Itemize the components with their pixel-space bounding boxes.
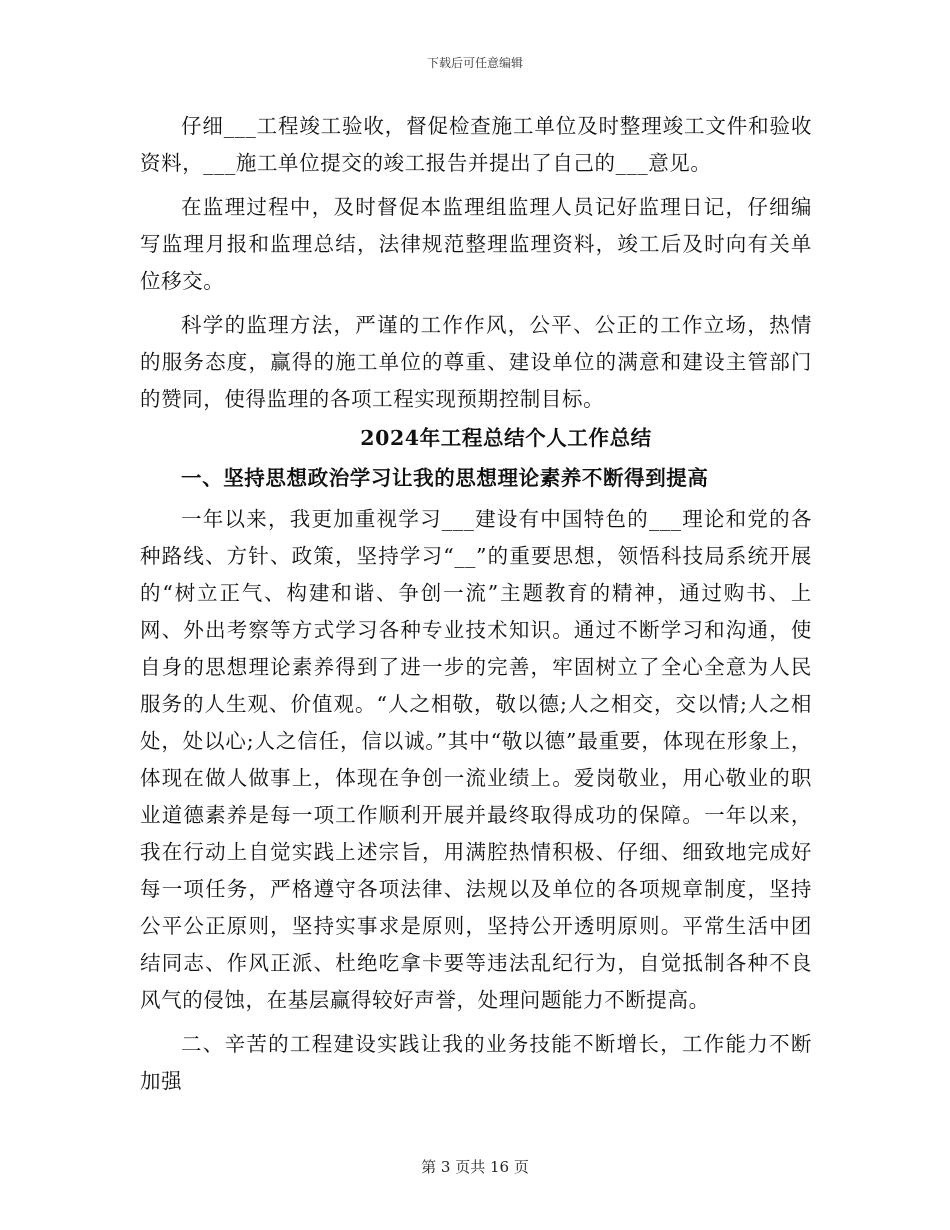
paragraph-section1-body: 一年以来，我更加重视学习___建设有中国特色的___理论和党的各种路线、方针、政策，坚持学习“__”的重要思想，领悟科技局系统开展的“树立正气、构建和谐、争创一流”主题教育的精神，通过购书、上网、外出考察等方式学习各种专业技术知识。通过不断学习和沟通，使自身的思想理论素养得到了进一步的完善，牢固树立了全心全意为人民服务的人生观、价值观。“人之相敬，敬以德;人之相交，交以情;人之相处，处以心;人之信任，信以诚。”其中“敬以德”最重要，体现在形象上，体现在做人做事上，体现在争创一流业绩上。爱岗敬业，用心敬业的职业道德素养是每一项工作顺利开展并最终取得成功的保障。一年以来，我在行动上自觉实践上述宗旨，用满腔热情积极、仔细、细致地完成好每一项任务，严格遵守各项法律、法规以及单位的各项规章制度，坚持公平公正原则，坚持实事求是原则，坚持公开透明原则。平常生活中团结同志、作风正派、杜绝吃拿卡要等违法乱纪行为，自觉抵制各种不良风气的侵蚀，在基层赢得较好声誉，处理问题能力不断提高。 [140,507,812,1012]
document-body [140,108,812,1100]
document-title: 2024年工程总结个人工作总结 [360,426,652,450]
paragraph-methods: 科学的监理方法，严谨的工作作风，公平、公正的工作立场，热情的服务态度，赢得的施工单位的尊重、建设单位的满意和建设主管部门的赞同，使得监理的各项工程实现预期控制目标。 [140,313,812,411]
section-heading-1: 一、坚持思想政治学习让我的思想理论素养不断得到提高 [181,466,709,490]
section-heading-2: 二、辛苦的工程建设实践让我的业务技能不断增长，工作能力不断加强 [140,1032,812,1093]
page-footer: 第 3 页共 16 页 [421,1158,529,1176]
paragraph-acceptance: 仔细___工程竣工验收，督促检查施工单位及时整理竣工文件和验收资料，___施工单位提交的竣工报告并提出了自己的___意见。 [140,114,812,175]
page-header: 下载后可任意编辑 [426,56,523,70]
paragraph-supervision-log: 在监理过程中，及时督促本监理组监理人员记好监理日记，仔细编写监理月报和监理总结，法律规范整理监理资料，竣工后及时向有关单位移交。 [140,195,812,293]
